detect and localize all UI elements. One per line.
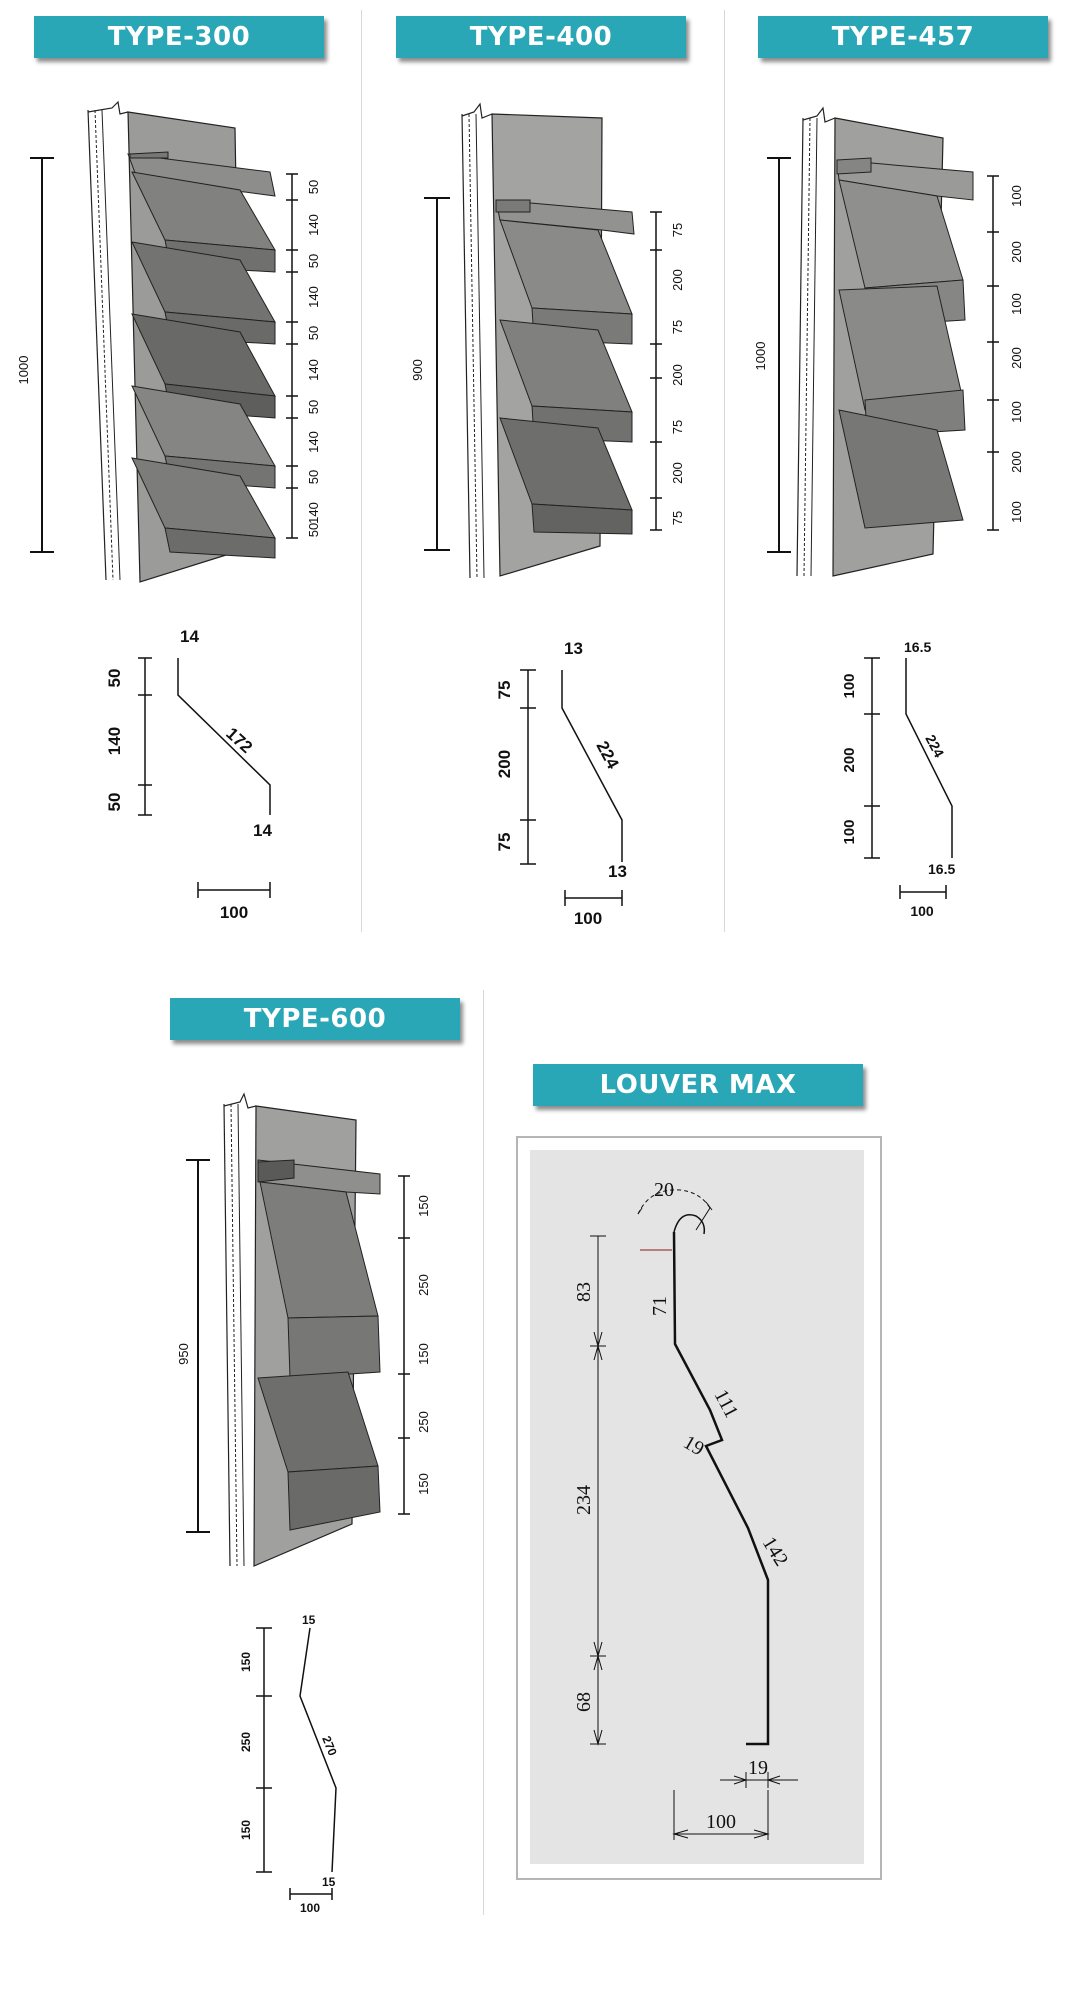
type-457-title: TYPE-457 (758, 16, 1048, 58)
louver-max-title: LOUVER MAX (533, 1064, 863, 1106)
type-600-profile (230, 1610, 430, 1920)
spacing-label: 100 (1009, 293, 1024, 315)
rise-mid-label: 200 (495, 749, 514, 779)
type-300-title: TYPE-300 (34, 16, 324, 58)
louver-max-profile (530, 1150, 864, 1864)
rise-top-label: 150 (239, 1651, 253, 1673)
step-label: 19 (679, 1431, 708, 1461)
spacing-label: 150 (416, 1473, 431, 1495)
bottom-flange-label: 15 (322, 1875, 336, 1889)
width-label: 100 (299, 1901, 321, 1915)
separator (483, 990, 484, 1915)
spacing-label: 100 (1009, 185, 1024, 207)
slope-label: 270 (319, 1733, 340, 1758)
spacing-label: 50 (306, 325, 321, 341)
angle-label: 20 (654, 1179, 674, 1201)
width-label: 100 (910, 903, 934, 919)
overall-height-label: 900 (410, 359, 425, 381)
flange-label: 19 (748, 1757, 768, 1779)
top-flange-label: 15 (302, 1613, 316, 1627)
top-segment-label: 71 (649, 1296, 671, 1316)
type-300-profile (90, 620, 340, 930)
rise-mid-label: 250 (239, 1731, 253, 1753)
rise-mid-label: 140 (105, 726, 124, 756)
type-300-louver-drawing (0, 100, 360, 590)
type-400-louver-drawing (362, 100, 724, 590)
spacing-label: 200 (1009, 451, 1024, 473)
slope-label: 224 (922, 731, 948, 761)
type-457-profile (820, 630, 1060, 930)
rise-top-label: 50 (105, 668, 124, 688)
slope-label: 172 (222, 723, 257, 757)
spacing-label: 50 (306, 522, 321, 538)
top-height-label: 83 (573, 1282, 595, 1302)
slope-label: 224 (592, 737, 623, 772)
spacing-label: 250 (416, 1411, 431, 1433)
spacing-label: 250 (416, 1274, 431, 1296)
top-flange-label: 14 (180, 627, 199, 646)
rise-bottom-label: 100 (841, 819, 858, 845)
overall-height-label: 1000 (753, 341, 768, 371)
width-label: 100 (573, 909, 603, 928)
bottom-flange-label: 13 (608, 862, 627, 881)
bottom-flange-label: 14 (253, 821, 272, 840)
spacing-label: 200 (670, 364, 685, 386)
overall-height-label: 1000 (16, 355, 31, 385)
spacing-label: 150 (416, 1343, 431, 1365)
spacing-label: 100 (1009, 501, 1024, 523)
rise-bottom-label: 150 (239, 1819, 253, 1841)
spacing-label: 75 (670, 319, 685, 335)
spacing-label: 100 (1009, 401, 1024, 423)
spacing-label: 140 (306, 214, 321, 236)
spacing-label: 50 (306, 179, 321, 195)
spacing-label: 75 (670, 222, 685, 238)
top-flange-label: 13 (564, 639, 583, 658)
rise-bottom-label: 75 (495, 832, 514, 852)
type-400-title: TYPE-400 (396, 16, 686, 58)
mid-height-label: 234 (573, 1485, 595, 1515)
spacing-label: 200 (1009, 347, 1024, 369)
spacing-label: 75 (670, 510, 685, 526)
type-400-profile (470, 630, 720, 940)
type-600-louver-drawing (150, 1082, 480, 1582)
width-label: 100 (219, 903, 249, 922)
spacing-label: 200 (670, 269, 685, 291)
spacing-label: 200 (670, 462, 685, 484)
spacing-label: 50 (306, 469, 321, 485)
spacing-label: 75 (670, 419, 685, 435)
spacing-label: 50 (306, 253, 321, 269)
type-457-louver-drawing (725, 100, 1065, 590)
lower-slope-label: 142 (757, 1532, 793, 1571)
type-600-title: TYPE-600 (170, 998, 460, 1040)
spacing-label: 140 (306, 502, 321, 524)
top-flange-label: 16.5 (904, 639, 932, 655)
width-label: 100 (706, 1811, 736, 1833)
spacing-label: 140 (306, 286, 321, 308)
bottom-flange-label: 16.5 (928, 861, 956, 877)
rise-mid-label: 200 (841, 747, 858, 773)
spacing-label: 50 (306, 399, 321, 415)
rise-top-label: 100 (841, 673, 858, 699)
rise-top-label: 75 (495, 680, 514, 700)
spacing-label: 150 (416, 1195, 431, 1217)
upper-slope-label: 111 (709, 1386, 743, 1422)
overall-height-label: 950 (176, 1343, 191, 1365)
spacing-label: 140 (306, 431, 321, 453)
rise-bottom-label: 50 (105, 792, 124, 812)
spacing-label: 140 (306, 359, 321, 381)
bottom-height-label: 68 (573, 1692, 595, 1712)
spacing-label: 200 (1009, 241, 1024, 263)
